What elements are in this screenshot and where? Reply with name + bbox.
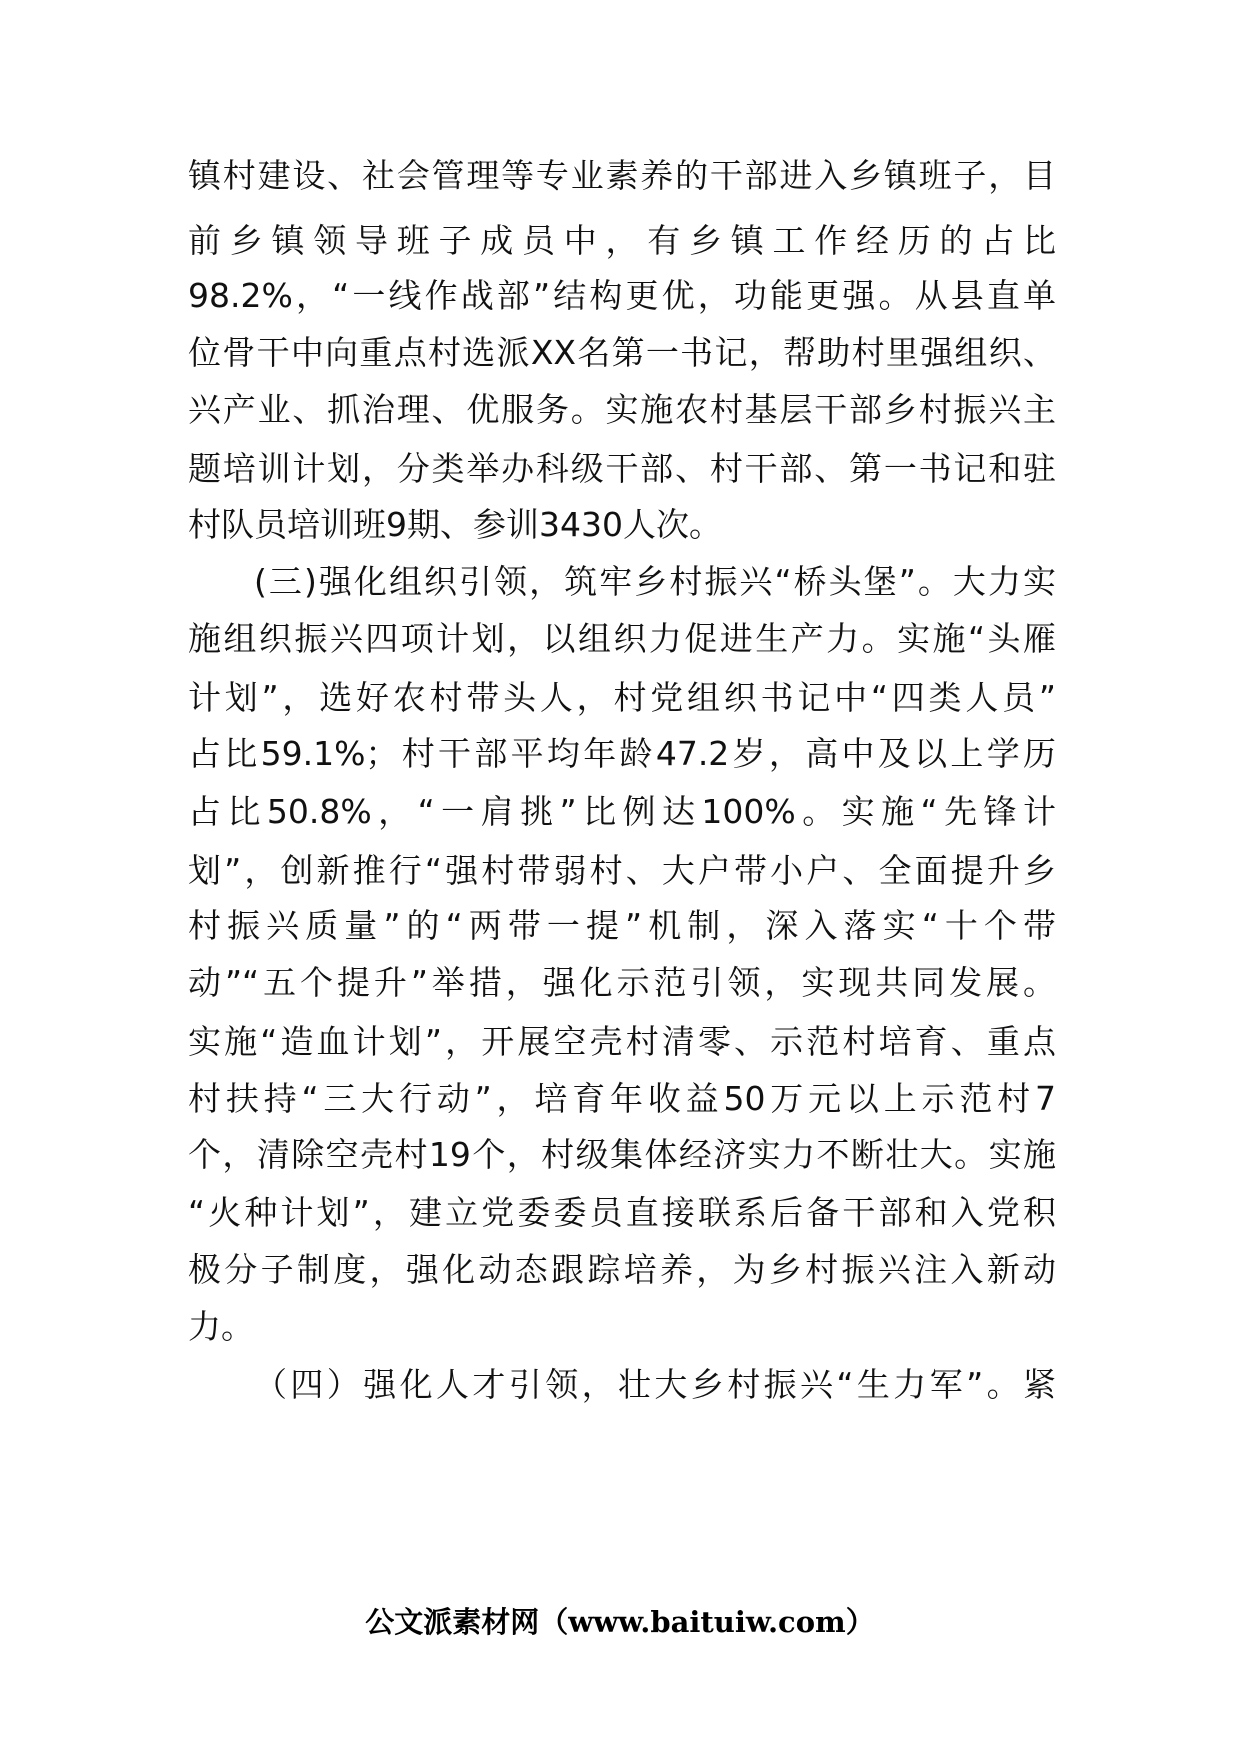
section-heading-line: （四）强化人才引领，壮大乡村振兴“生力军”。紧 xyxy=(254,1365,1056,1404)
body-text-line: 力。 xyxy=(188,1307,254,1346)
body-text-line: 计划”，选好农村带头人，村党组织书记中“四类人员” xyxy=(188,678,1056,717)
body-text-line: 划”，创新推行“强村带弱村、大户带小户、全面提升乡 xyxy=(188,851,1056,890)
body-text-line: 位骨干中向重点村选派XX名第一书记，帮助村里强组织、 xyxy=(188,333,1056,372)
body-text-line: 占比59.1%；村干部平均年龄47.2岁，高中及以上学历 xyxy=(188,734,1056,773)
body-text-line: 前乡镇领导班子成员中，有乡镇工作经历的占比 xyxy=(188,221,1056,260)
body-text-line: 占比50.8%，“一肩挑”比例达100%。实施“先锋计 xyxy=(188,792,1056,831)
body-text-line: “火种计划”，建立党委委员直接联系后备干部和入党积 xyxy=(188,1193,1056,1232)
body-text-line: 兴产业、抓治理、优服务。实施农村基层干部乡村振兴主 xyxy=(188,390,1056,429)
watermark-footer: 公文派素材网（www.baituiw.com） xyxy=(365,1605,875,1639)
body-text-line: 98.2%，“一线作战部”结构更优，功能更强。从县直单 xyxy=(188,276,1056,315)
section-heading-line: (三)强化组织引领，筑牢乡村振兴“桥头堡”。大力实 xyxy=(254,562,1056,601)
body-text-line: 个，清除空壳村19个，村级集体经济实力不断壮大。实施 xyxy=(188,1135,1056,1174)
body-text-line: 实施“造血计划”，开展空壳村清零、示范村培育、重点 xyxy=(188,1022,1056,1061)
body-text-line: 村队员培训班9期、参训3430人次。 xyxy=(188,505,722,544)
body-text-line: 镇村建设、社会管理等专业素养的干部进入乡镇班子，目 xyxy=(188,156,1056,195)
body-text-line: 村振兴质量”的“两带一提”机制，深入落实“十个带 xyxy=(188,906,1056,945)
body-text-line: 村扶持“三大行动”，培育年收益50万元以上示范村7 xyxy=(188,1079,1056,1118)
body-text-line: 极分子制度，强化动态跟踪培养，为乡村振兴注入新动 xyxy=(188,1250,1056,1289)
body-text-line: 题培训计划，分类举办科级干部、村干部、第一书记和驻 xyxy=(188,449,1056,488)
body-text-line: 动”“五个提升”举措，强化示范引领，实现共同发展。 xyxy=(188,963,1056,1002)
body-text-line: 施组织振兴四项计划，以组织力促进生产力。实施“头雁 xyxy=(188,619,1056,658)
